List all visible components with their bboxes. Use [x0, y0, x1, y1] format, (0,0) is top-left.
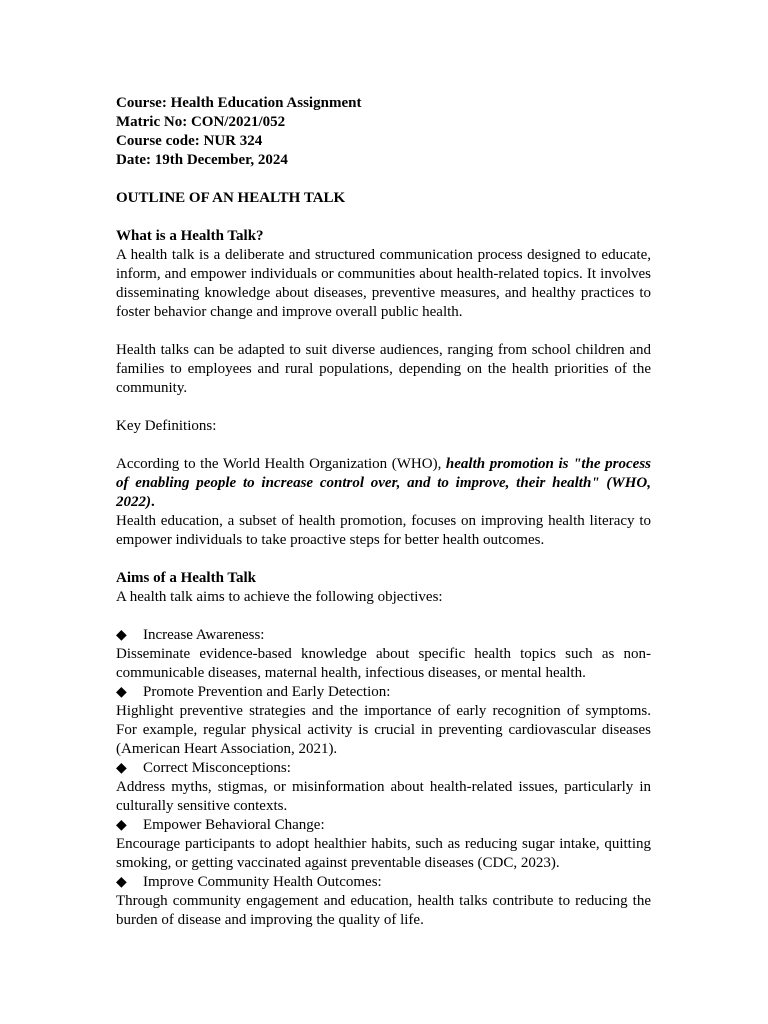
aims-heading: Aims of a Health Talk [116, 570, 257, 586]
aim-title: Promote Prevention and Early Detection: [143, 684, 391, 700]
aim-text: Through community engagement and education, health talks contribute to reducing the burden of disease and improving the quality of life. [116, 893, 651, 928]
diamond-bullet-icon: ◆ [116, 818, 127, 833]
aim-title: Correct Misconceptions: [143, 760, 291, 776]
aim-text: Highlight preventive strategies and the importance of early recognition of symptoms. For example, regular physical activity is crucial in preventing cardiovascular diseases (American Heart Association, 2021). [116, 703, 651, 757]
aim-item [116, 873, 651, 930]
who-quote-text: health promotion is "the process of enabling people to increase control over, and to improve, their health" (WHO, 2022) [116, 456, 652, 510]
outline-title: OUTLINE OF AN HEALTH TALK [116, 190, 346, 206]
aim-item [116, 626, 651, 683]
spacer [116, 550, 651, 569]
spacer [116, 322, 651, 341]
who-intro-text: According to the World Health Organization (WHO), [116, 456, 446, 472]
date-line: Date: 19th December, 2024 [116, 152, 288, 168]
aim-title-row [116, 683, 651, 702]
what-is-paragraph-1: A health talk is a deliberate and structured communication process designed to educate, inform, and empower individuals or communities about health-related topics. It involves disseminating knowledge about diseases, preventive measures, and healthy practices to foster behavior change and improve overall public health. [116, 247, 651, 320]
aim-title-row [116, 626, 651, 645]
what-is-heading: What is a Health Talk? [116, 228, 264, 244]
aim-text: Disseminate evidence-based knowledge about specific health topics such as non-communicable diseases, maternal health, infectious diseases, or mental health. [116, 646, 651, 681]
diamond-bullet-icon: ◆ [116, 875, 127, 890]
who-definition-paragraph [116, 455, 651, 512]
spacer [116, 208, 651, 227]
aim-text: Encourage participants to adopt healthier habits, such as reducing sugar intake, quitting smoking, or getting vaccinated against preventable diseases (CDC, 2023). [116, 836, 651, 871]
diamond-bullet-icon: ◆ [116, 761, 127, 776]
definitions-heading: Key Definitions: [116, 418, 217, 434]
diamond-bullet-icon: ◆ [116, 628, 127, 643]
aim-item [116, 683, 651, 759]
spacer [116, 436, 651, 455]
document-page [116, 94, 651, 930]
aims-intro: A health talk aims to achieve the following objectives: [116, 589, 443, 605]
course-line: Course: Health Education Assignment [116, 95, 362, 111]
spacer [116, 398, 651, 417]
spacer [116, 170, 651, 189]
health-education-paragraph: Health education, a subset of health promotion, focuses on improving health literacy to empower individuals to take proactive steps for better health outcomes. [116, 513, 651, 548]
aim-title: Increase Awareness: [143, 627, 265, 643]
aim-title-row [116, 873, 651, 892]
aim-item [116, 816, 651, 873]
aims-list [116, 626, 651, 930]
who-quote-end: . [151, 494, 155, 510]
spacer [116, 607, 651, 626]
diamond-bullet-icon: ◆ [116, 685, 127, 700]
aim-item [116, 759, 651, 816]
what-is-paragraph-2: Health talks can be adapted to suit diverse audiences, ranging from school children and families to employees and rural populations, depending on the health priorities of the community. [116, 342, 651, 396]
aim-title-row [116, 816, 651, 835]
matric-line: Matric No: CON/2021/052 [116, 114, 286, 130]
aim-title-row [116, 759, 651, 778]
aim-title: Empower Behavioral Change: [143, 817, 325, 833]
aim-text: Address myths, stigmas, or misinformation about health-related issues, particularly in culturally sensitive contexts. [116, 779, 651, 814]
course-code-line: Course code: NUR 324 [116, 133, 263, 149]
aim-title: Improve Community Health Outcomes: [143, 874, 382, 890]
